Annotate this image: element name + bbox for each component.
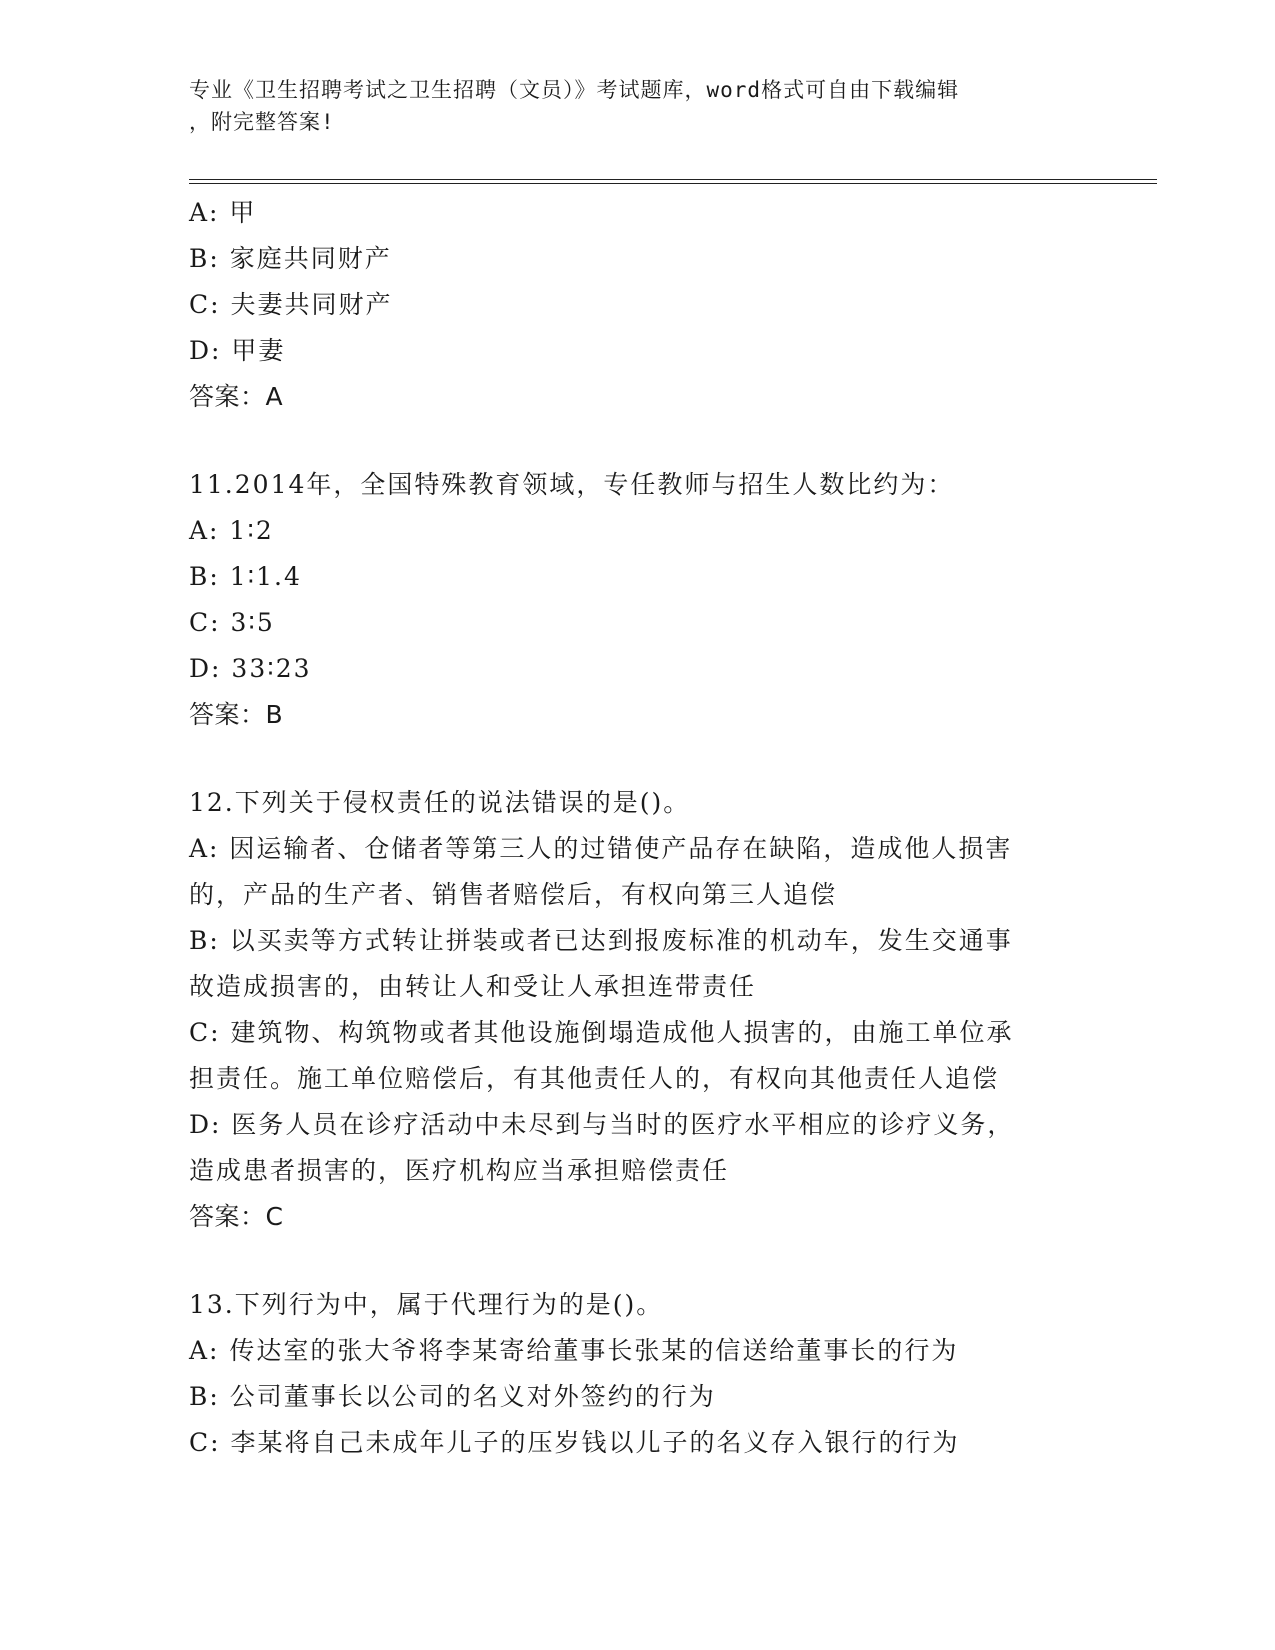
- option-d-line-2: 造成患者损害的，医疗机构应当承担赔偿责任: [189, 1156, 730, 1185]
- option-b-line-2: 故造成损害的，由转让人和受让人承担连带责任: [189, 972, 757, 1001]
- question-10: [189, 190, 1089, 420]
- spacer: [189, 738, 1089, 780]
- answer: 答案：B: [189, 700, 284, 729]
- question-list: [189, 190, 1089, 1466]
- option-a: A: 传达室的张大爷将李某寄给董事长张某的信送给董事长的行为: [189, 1336, 959, 1365]
- option-c-line-1: C: 建筑物、构筑物或者其他设施倒塌造成他人损害的，由施工单位承: [189, 1018, 1014, 1047]
- option-a-line-2: 的，产品的生产者、销售者赔偿后，有权向第三人追偿: [189, 880, 838, 909]
- spacer: [189, 1240, 1089, 1282]
- option-b: B: 公司董事长以公司的名义对外签约的行为: [189, 1382, 716, 1411]
- option-b-line-1: B: 以买卖等方式转让拼装或者已达到报废标准的机动车，发生交通事: [189, 926, 1013, 955]
- option-d-line-1: D: 医务人员在诊疗活动中未尽到与当时的医疗水平相应的诊疗义务，: [189, 1110, 1015, 1139]
- question-stem: 13.下列行为中，属于代理行为的是()。: [189, 1290, 664, 1319]
- question-stem: 12.下列关于侵权责任的说法错误的是()。: [189, 788, 691, 817]
- option-b: B: 家庭共同财产: [189, 244, 392, 273]
- option-a: A: 1∶2: [189, 516, 274, 545]
- option-c-line-2: 担责任。施工单位赔偿后，有其他责任人的，有权向其他责任人追偿: [189, 1064, 1000, 1093]
- option-b: B: 1∶1.4: [189, 562, 302, 591]
- header-line-1: 专业《卫生招聘考试之卫生招聘（文员）》考试题库，word格式可自由下载编辑: [189, 78, 960, 102]
- option-c: C: 3∶5: [189, 608, 275, 637]
- option-a: A: 甲: [189, 198, 257, 227]
- spacer: [189, 420, 1089, 462]
- option-a-line-1: A: 因运输者、仓储者等第三人的过错使产品存在缺陷，造成他人损害: [189, 834, 1013, 863]
- option-c: C: 夫妻共同财产: [189, 290, 393, 319]
- question-13: [189, 1282, 1089, 1466]
- question-12: [189, 780, 1089, 1240]
- header-line-2: ，附完整答案!: [189, 110, 335, 134]
- question-11: [189, 462, 1089, 738]
- header-divider-bottom: [189, 183, 1157, 184]
- answer: 答案：A: [189, 382, 284, 411]
- answer: 答案：C: [189, 1202, 284, 1231]
- header-divider-top: [189, 179, 1157, 180]
- option-d: D: 33∶23: [189, 654, 312, 683]
- document-header: [189, 74, 1089, 138]
- question-stem: 11.2014年，全国特殊教育领域，专任教师与招生人数比约为：: [189, 470, 955, 499]
- option-d: D: 甲妻: [189, 336, 286, 365]
- option-c: C: 李某将自己未成年儿子的压岁钱以儿子的名义存入银行的行为: [189, 1428, 960, 1457]
